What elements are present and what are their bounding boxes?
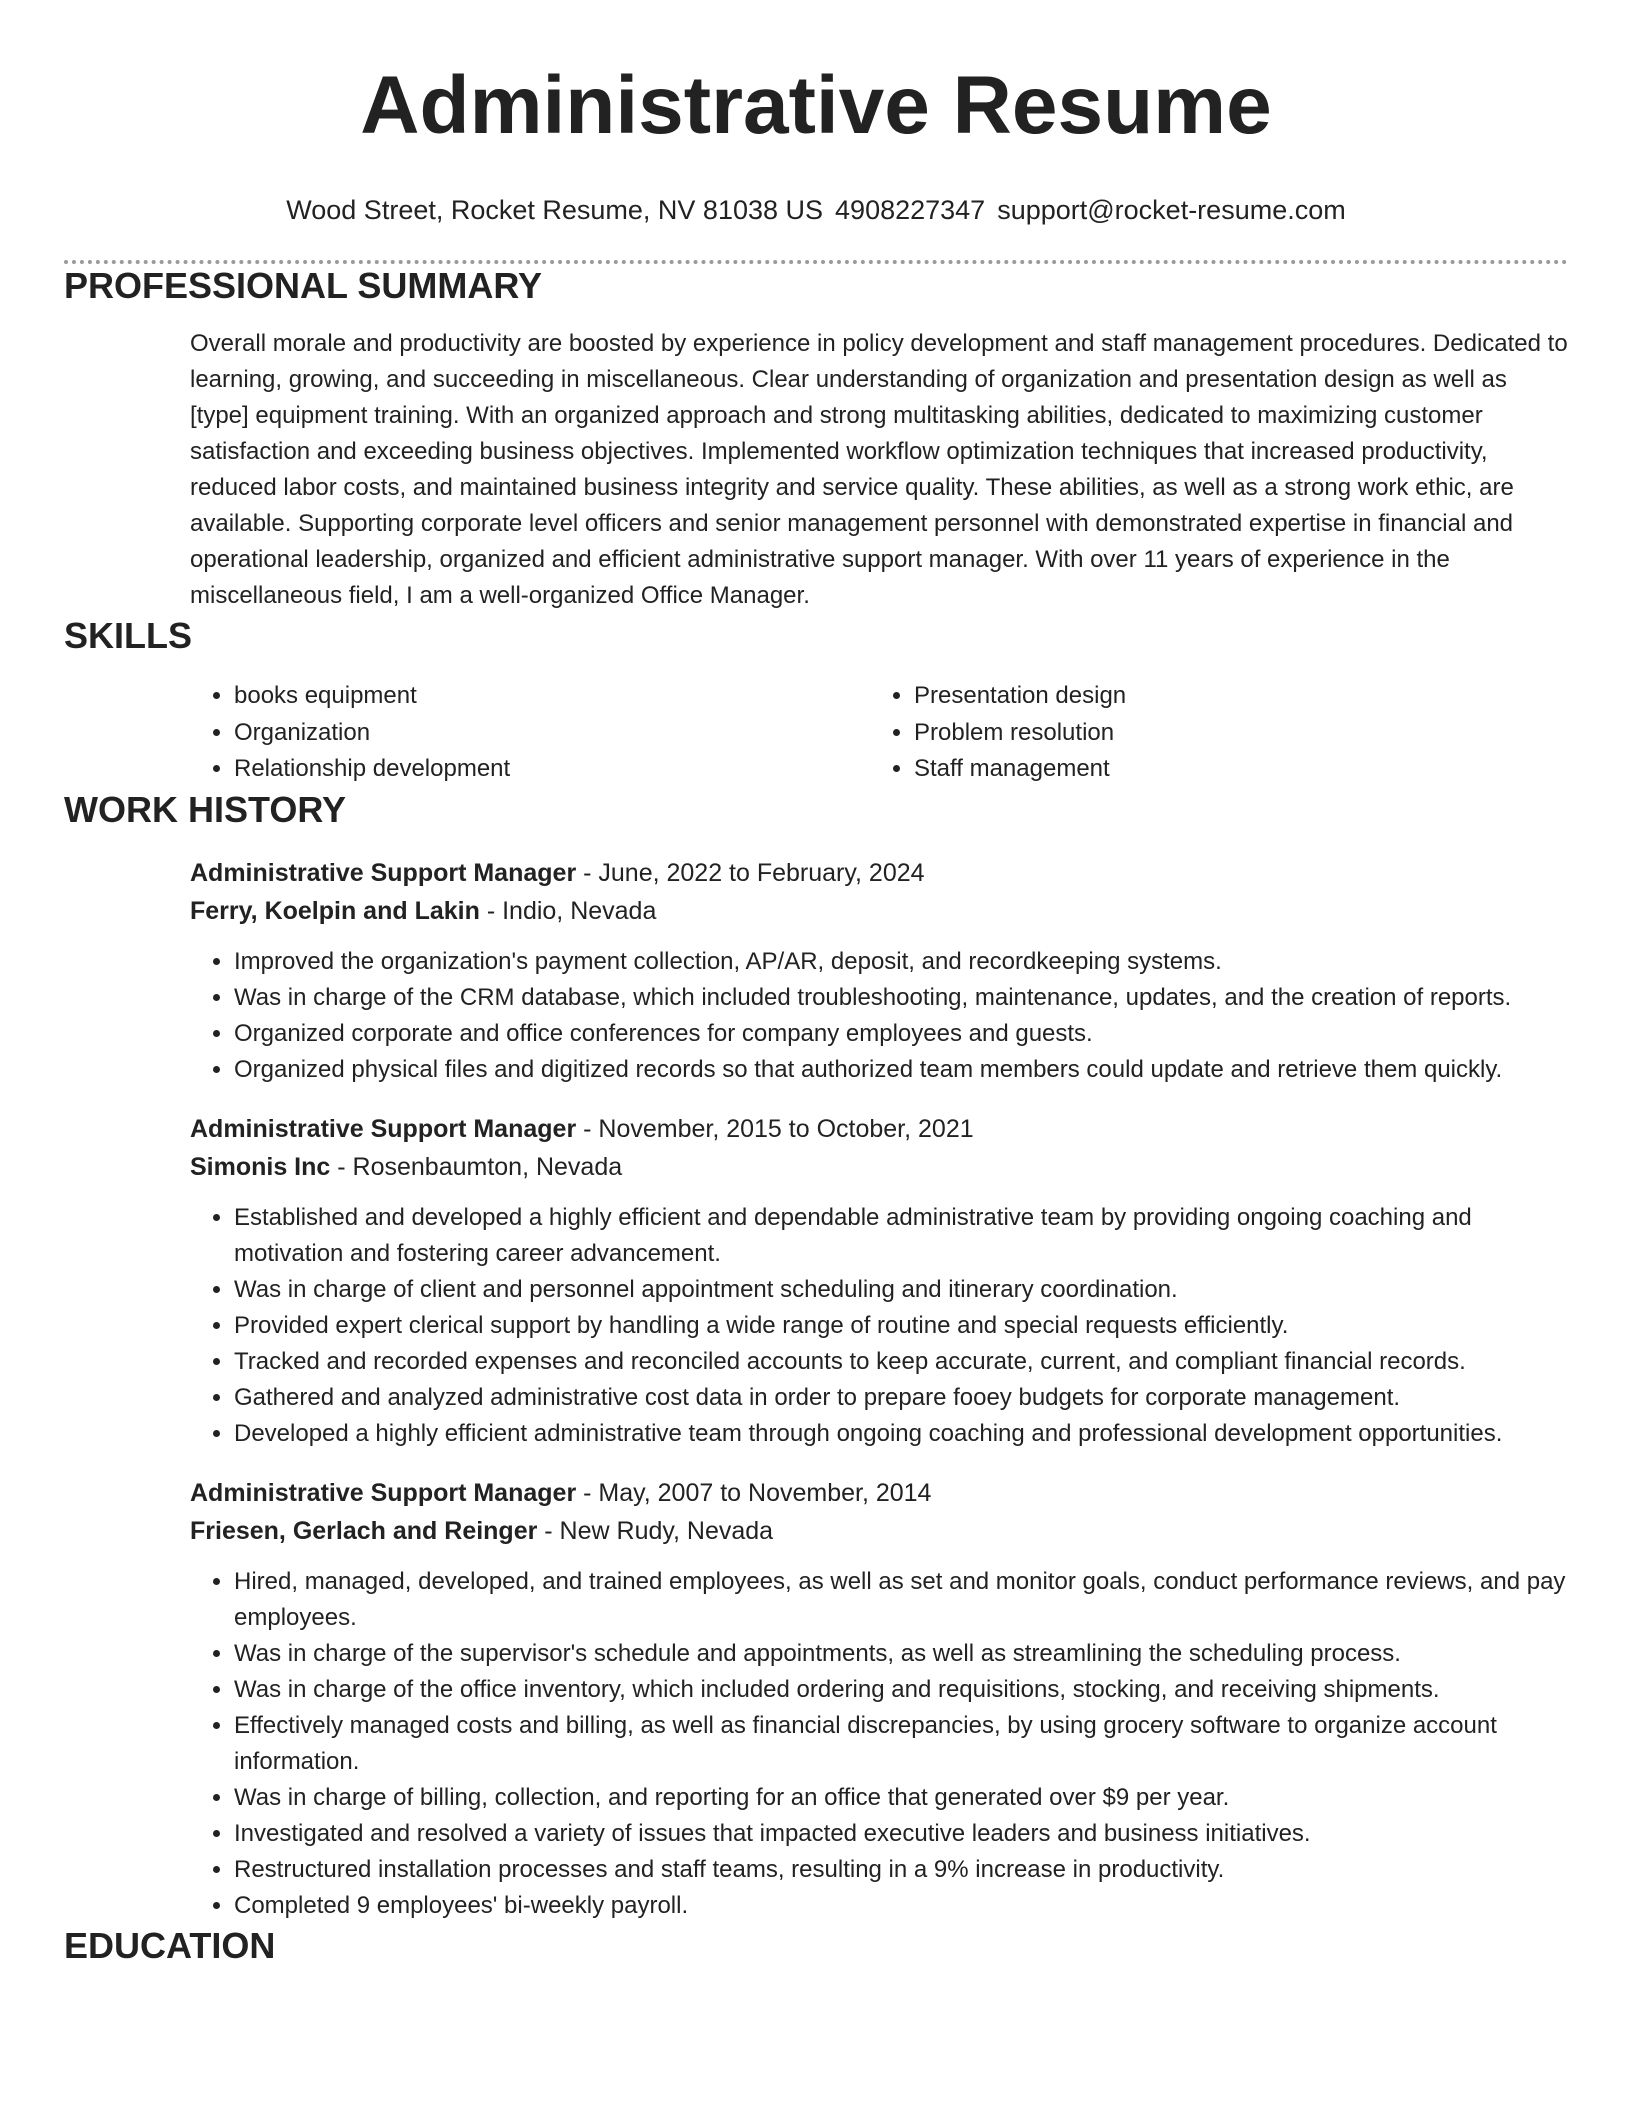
job-location: - Indio, Nevada (479, 896, 657, 925)
job-bullet: • Was in charge of client and personnel appointment scheduling and itinerary coordination. (234, 1272, 1568, 1308)
job-location: - Rosenbaumton, Nevada (330, 1152, 623, 1181)
summary-text: Overall morale and productivity are boosted by experience in policy development and staff management procedures. Dedicated to learning, growing, and succeeding in miscellaneous. Clear understanding of organization and presentation design as well as [type] equipment training. With an organized approach and strong multitasking abilities, dedicated to maximizing customer satisfaction and exceeding business objectives. Implemented workflow optimization techniques that increased productivity, reduced labor costs, and maintained business integrity and service quality. These abilities, as well as a strong work ethic, are available. Supporting corporate level officers and senior management personnel with demonstrated expertise in financial and operational leadership, organized and efficient administrative support manager. With over 11 years of experience in the miscellaneous field, I am a well-organized Office Manager. (190, 330, 1568, 609)
skill-item: • Staff management (914, 751, 1550, 788)
job-role: Administrative Support Manager (190, 858, 577, 887)
job-role: Administrative Support Manager (190, 1478, 577, 1507)
job-bullet: • Provided expert clerical support by handling a wide range of routine and special requests efficiently. (234, 1308, 1568, 1344)
contact-phone: 4908227347 (835, 195, 986, 225)
section-title-summary: PROFESSIONAL SUMMARY (64, 265, 543, 306)
skills-list-left (190, 678, 870, 788)
job-entry (190, 1110, 1568, 1452)
job-company-line (190, 892, 1568, 930)
contact-address: Wood Street, Rocket Resume, NV 81038 US (286, 195, 824, 225)
contact-email: support@rocket-resume.com (997, 195, 1346, 225)
job-bullet: • Completed 9 employees' bi-weekly payroll. (234, 1888, 1568, 1924)
job-title-line (190, 854, 1568, 892)
skills-list-right (870, 678, 1550, 788)
resume-page (64, 0, 1568, 1968)
job-dates: - May, 2007 to November, 2014 (576, 1478, 932, 1507)
job-company: Friesen, Gerlach and Reinger (190, 1516, 538, 1545)
job-bullets (190, 1200, 1568, 1452)
skills-grid (190, 678, 1568, 788)
job-bullet: • Investigated and resolved a variety of issues that impacted executive leaders and business initiatives. (234, 1816, 1568, 1852)
job-bullet: • Organized physical files and digitized records so that authorized team members could update and retrieve them quickly. (234, 1052, 1568, 1088)
job-location: - New Rudy, Nevada (537, 1516, 774, 1545)
job-company-line (190, 1512, 1568, 1550)
job-bullets (190, 1564, 1568, 1924)
job-entry (190, 1474, 1568, 1924)
job-bullet: • Gathered and analyzed administrative cost data in order to prepare fooey budgets for corporate management. (234, 1380, 1568, 1416)
job-bullet: • Hired, managed, developed, and trained employees, as well as set and monitor goals, conduct performance reviews, and pay employees. (234, 1564, 1568, 1636)
section-title-work-history: WORK HISTORY (64, 788, 347, 830)
job-bullet: • Was in charge of the office inventory, which included ordering and requisitions, stocking, and receiving shipments. (234, 1672, 1568, 1708)
job-bullet: • Established and developed a highly efficient and dependable administrative team by providing ongoing coaching and motivation and fostering career advancement. (234, 1200, 1568, 1272)
contact-info (64, 192, 1568, 228)
job-bullet: • Effectively managed costs and billing, as well as financial discrepancies, by using grocery software to organize account information. (234, 1708, 1568, 1780)
skill-item: • Organization (234, 715, 870, 752)
job-company-line (190, 1148, 1568, 1186)
section-title-education: EDUCATION (64, 1924, 276, 1966)
skill-item: • Relationship development (234, 751, 870, 788)
job-entry (190, 854, 1568, 1088)
job-role: Administrative Support Manager (190, 1114, 577, 1143)
job-dates: - November, 2015 to October, 2021 (576, 1114, 974, 1143)
job-bullets (190, 944, 1568, 1088)
job-title-line (190, 1474, 1568, 1512)
skill-item: • books equipment (234, 678, 870, 715)
job-bullet: • Developed a highly efficient administrative team through ongoing coaching and professional development opportunities. (234, 1416, 1568, 1452)
job-bullet: • Was in charge of the supervisor's schedule and appointments, as well as streamlining the scheduling process. (234, 1636, 1568, 1672)
job-bullet: • Restructured installation processes and staff teams, resulting in a 9% increase in productivity. (234, 1852, 1568, 1888)
job-title-line (190, 1110, 1568, 1148)
job-dates: - June, 2022 to February, 2024 (576, 858, 925, 887)
job-bullet: • Improved the organization's payment collection, AP/AR, deposit, and recordkeeping systems. (234, 944, 1568, 980)
job-bullet: • Was in charge of billing, collection, and reporting for an office that generated over $9 per year. (234, 1780, 1568, 1816)
job-company: Ferry, Koelpin and Lakin (190, 896, 480, 925)
section-title-skills: SKILLS (64, 615, 193, 656)
skill-item: • Problem resolution (914, 715, 1550, 752)
job-bullet: • Was in charge of the CRM database, which included troubleshooting, maintenance, updates, and the creation of reports. (234, 980, 1568, 1016)
job-bullet: • Tracked and recorded expenses and reconciled accounts to keep accurate, current, and compliant financial records. (234, 1344, 1568, 1380)
job-company: Simonis Inc (190, 1152, 331, 1181)
job-bullet: • Organized corporate and office conferences for company employees and guests. (234, 1016, 1568, 1052)
resume-title: Administrative Resume (360, 60, 1272, 151)
skill-item: • Presentation design (914, 678, 1550, 715)
